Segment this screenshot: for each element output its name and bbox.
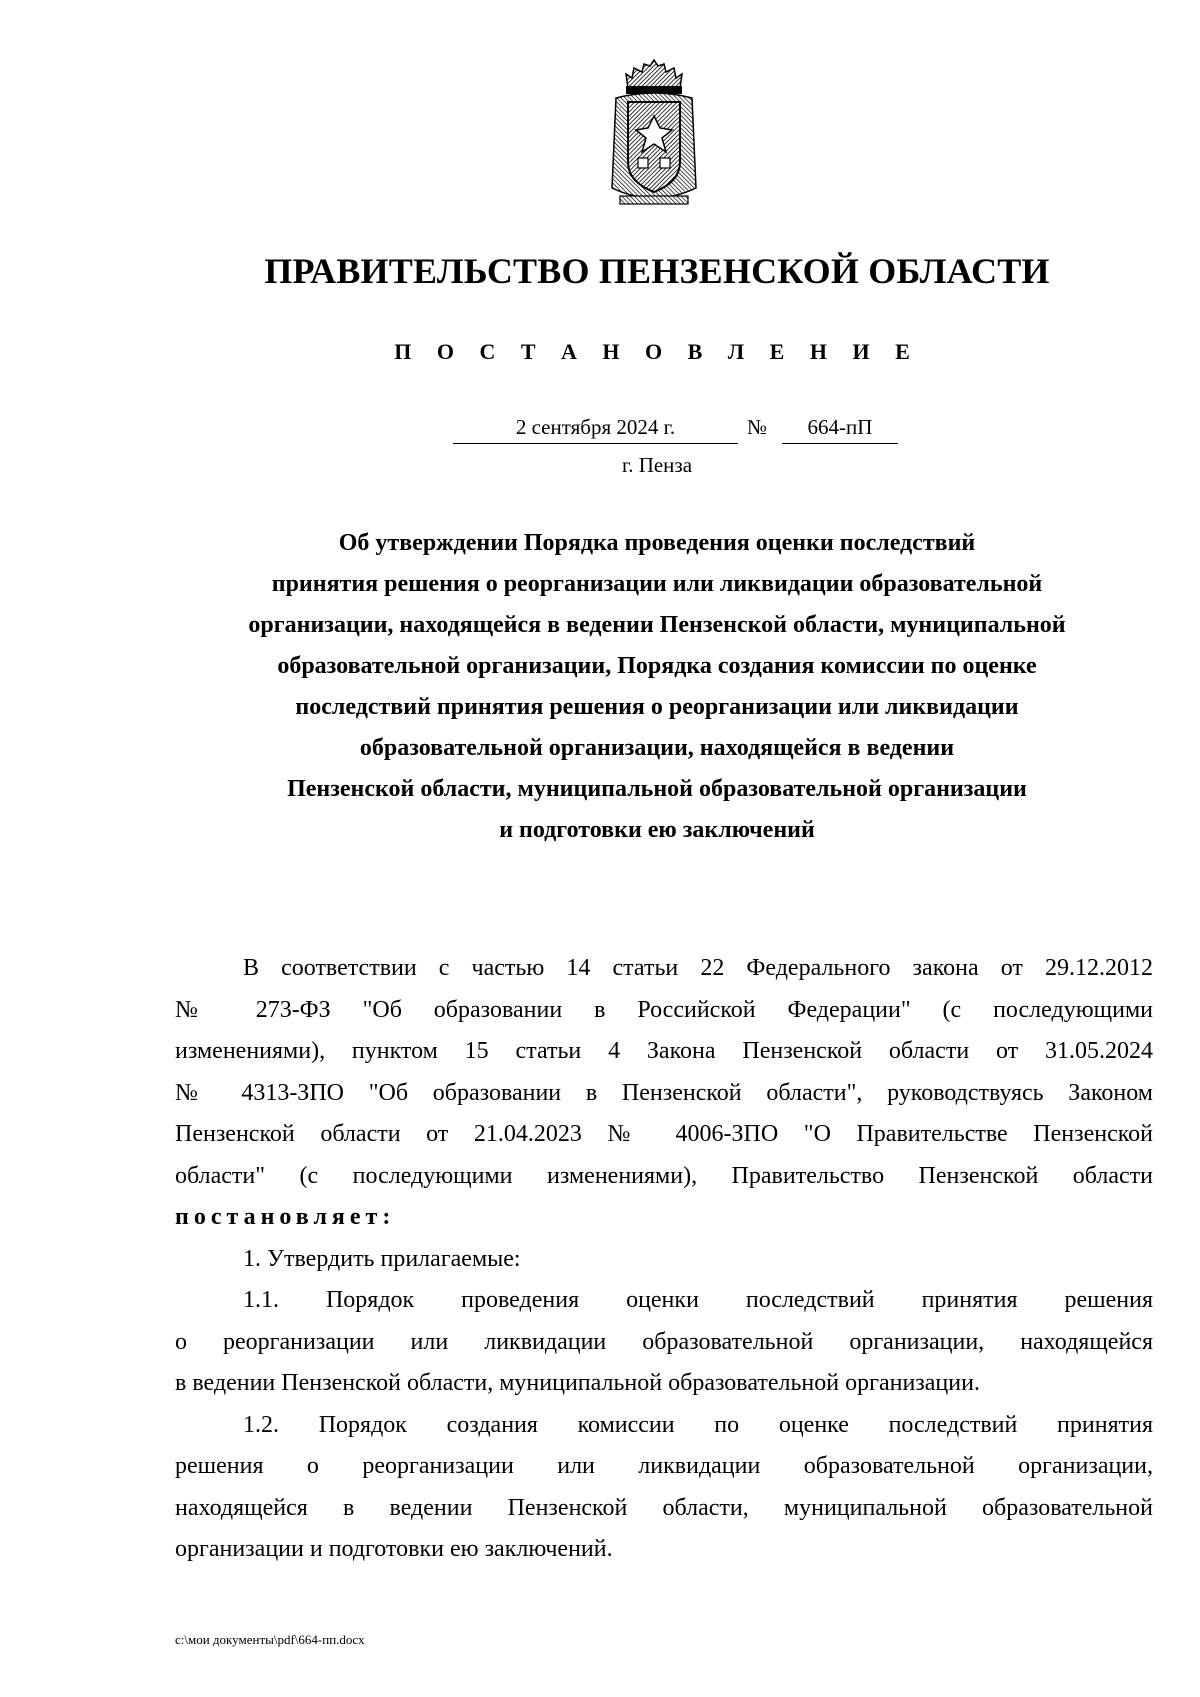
subject-line: Об утверждении Порядка проведения оценки последствий <box>338 530 976 556</box>
item-1-2 <box>175 1405 1153 1571</box>
subject-line: образовательной организации, находящейся в ведении <box>359 735 955 761</box>
document-number: 664-пП <box>782 413 898 444</box>
document-city: г. Пенза <box>621 453 693 477</box>
preamble-paragraph <box>175 948 1153 1239</box>
body-line: находящейся в ведении Пензенской области, муниципальной образовательной <box>175 1494 1153 1521</box>
body-line: 1.2. Порядок создания комиссии по оценке последствий принятия <box>243 1411 1153 1438</box>
body-line: о реорганизации или ликвидации образовательной организации, находящейся <box>175 1328 1153 1355</box>
body-line: Пензенской области от 21.04.2023 № 4006-ЗПО "О Правительстве Пензенской <box>175 1121 1153 1147</box>
document-body <box>175 948 1153 1571</box>
government-title: ПРАВИТЕЛЬСТВО ПЕНЗЕНСКОЙ ОБЛАСТИ <box>264 251 1050 291</box>
body-line: 1.1. Порядок проведения оценки последствий принятия решения <box>243 1287 1153 1313</box>
body-line: в ведении Пензенской области, муниципальной образовательной организации. <box>175 1370 980 1396</box>
date-number-line <box>0 413 1200 445</box>
file-path-footer: c:\мои документы\pdf\664-пп.docx <box>175 1632 365 1647</box>
body-line: области" (с последующими изменениями), Правительство Пензенской области <box>175 1162 1153 1189</box>
number-sign: № <box>747 415 768 439</box>
body-line: решения о реорганизации или ликвидации образовательной организации, <box>175 1453 1153 1479</box>
body-line: В соответствии с частью 14 статьи 22 Федерального закона от 29.12.2012 <box>243 955 1153 981</box>
document-kind: П О С Т А Н О В Л Е Н И Е <box>394 339 920 364</box>
document-subject <box>0 523 1200 851</box>
resolves-word: постановляет: <box>175 1204 396 1230</box>
subject-line: и подготовки ею заключений <box>499 817 815 843</box>
subject-line: последствий принятия решения о реорганизации или ликвидации <box>295 694 1019 720</box>
coat-of-arms-icon <box>606 58 702 208</box>
subject-line: принятия решения о реорганизации или ликвидации образовательной <box>271 571 1043 597</box>
body-line: организации и подготовки ею заключений. <box>175 1536 613 1562</box>
subject-line: организации, находящейся в ведении Пензенской области, муниципальной <box>248 612 1066 638</box>
body-line: № 273-ФЗ "Об образовании в Российской Федерации" (с последующими <box>175 996 1153 1023</box>
subject-line: образовательной организации, Порядка создания комиссии по оценке <box>277 653 1037 679</box>
body-line: № 4313-ЗПО "Об образовании в Пензенской области", руководствуясь Законом <box>175 1079 1153 1106</box>
document-date: 2 сентября 2024 г. <box>453 413 738 444</box>
subject-line: Пензенской области, муниципальной образовательной организации <box>287 776 1027 802</box>
item-1: 1. Утвердить прилагаемые: <box>243 1245 521 1272</box>
item-1-1 <box>175 1280 1153 1405</box>
body-line: изменениями), пунктом 15 статьи 4 Закона Пензенской области от 31.05.2024 <box>175 1038 1153 1064</box>
